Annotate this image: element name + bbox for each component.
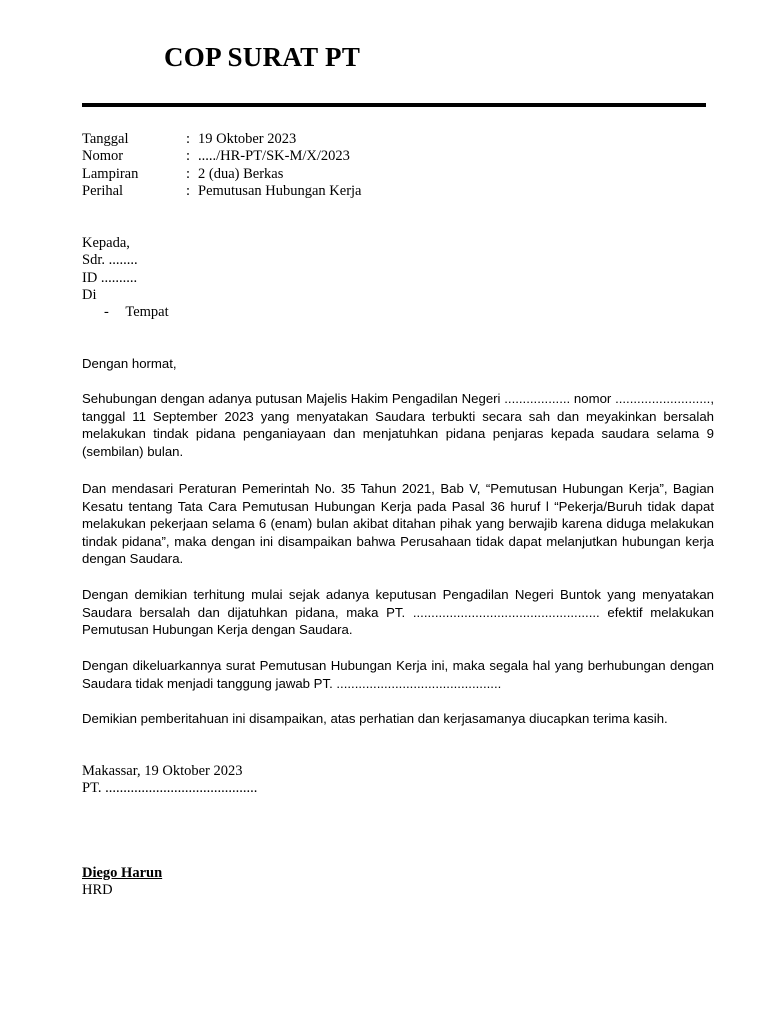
meta-colon: : [186,182,191,199]
meta-colon: : [186,131,191,147]
recipient-name: Sdr. ........ [82,252,138,269]
recipient-place-label: Tempat [125,304,169,321]
meta-label: Tanggal [82,131,129,147]
meta-label: Nomor [82,148,124,165]
recipient-id: ID .......... [82,269,138,286]
meta-value: Pemutusan Hubungan Kerja [198,182,362,199]
meta-row-attachment [82,166,362,183]
closing-paragraph: Demikian pemberitahuan ini disampaikan, atas perhatian dan kerjasamanya diucapkan terima kasih. [82,711,668,726]
meta-value: ...../HR-PT/SK-M/X/2023 [198,148,350,165]
paragraph-3: Dengan demikian terhitung mulai sejak adanya keputusan Pengadilan Negeri Buntok yang menyatakan Saudara bersalah dan dijatuhkan pidana, maka PT. ................................................... efektif melakukan Pemutusan Hubungan Kerja dengan Saudara. [82,587,714,638]
letterhead-title: COP SURAT PT [164,42,361,72]
meta-value: 2 (dua) Berkas [198,165,284,182]
letterhead-rule-thin [234,103,706,105]
signer-block [82,865,162,900]
meta-row-number [82,148,362,165]
signature-company: PT. .......................................... [82,780,258,796]
letter-meta [82,131,362,200]
signer-name: Diego Harun [82,865,163,881]
recipient-salutation: Kepada, [82,235,130,251]
greeting: Dengan hormat, [82,356,177,371]
paragraph-4: Dengan dikeluarkannya surat Pemutusan Hubungan Kerja ini, maka segala hal yang berhubungan dengan Saudara tidak menjadi tanggung jawab PT. ............................................. [82,658,714,691]
signature-place-date: Makassar, 19 Oktober 2023 [82,763,243,779]
meta-label: Perihal [82,182,124,199]
meta-label: Lampiran [82,165,139,182]
meta-colon: : [186,165,191,182]
paragraph-1: Sehubungan dengan adanya putusan Majelis Hakim Pengadilan Negeri .................. nomor .........................., tanggal 11 September 2023 yang menyatakan Saudara terbukti secara sah dan meyakinkan bersalah melakukan tindak pidana penganiayaan dan menjatuhkan pidana penjaras kepada saudara selama 9 (sembilan) bulan. [82,391,714,459]
meta-value: 19 Oktober 2023 [198,131,297,147]
meta-row-date [82,131,362,148]
list-dash: - [104,304,109,321]
paragraph-2: Dan mendasari Peraturan Pemerintah No. 35 Tahun 2021, Bab V, “Pemutusan Hubungan Kerja”, Bagian Kesatu tentang Tata Cara Pemutusan Hubungan Kerja pada Pasal 36 huruf l “Pekerja/Buruh tidak dapat melakukan pekerjaan selama 6 (enam) bulan akibat ditahan pihak yang berwajib karena diduga melakukan tindak pidana”, maka dengan ini disampaikan bahwa Perusahaan tidak dapat melanjutkan hubungan kerja dengan Saudara. [82,481,714,567]
recipient-di: Di [82,286,97,303]
recipient-place [82,304,169,321]
signer-title: HRD [82,882,113,899]
meta-colon: : [186,148,191,165]
meta-row-subject [82,183,362,200]
recipient-block [82,235,169,321]
